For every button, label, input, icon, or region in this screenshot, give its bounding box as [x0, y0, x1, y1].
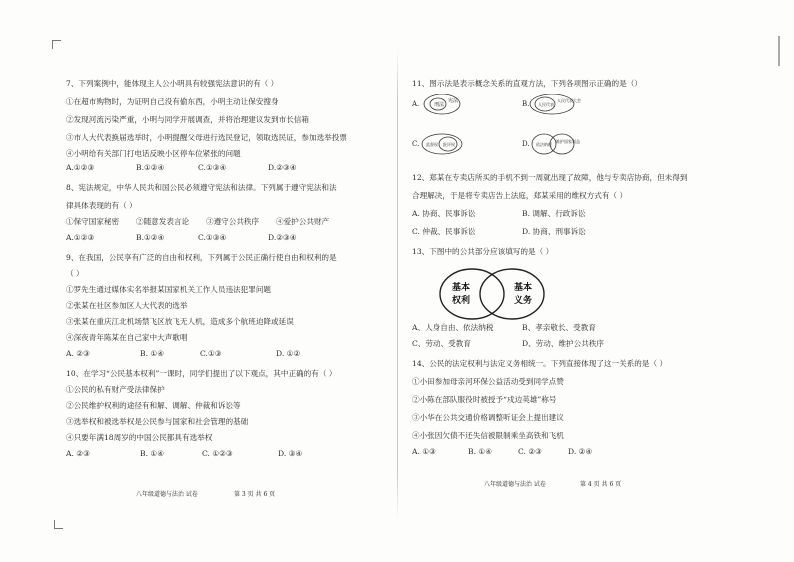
q11-diagrams [412, 94, 692, 160]
q9-item: ①罗先生通过媒体实名举报某国家机关工作人员违法犯罪问题 [66, 285, 272, 294]
venn-left-label-line1: 基本 [452, 283, 471, 293]
option-c[interactable]: C.①③ [200, 349, 222, 358]
q7-item: ④小明给有关部门打电话反映小区停车位紧张的问题 [66, 149, 241, 158]
q9-options [66, 350, 346, 358]
option-c[interactable]: C. ①②③ [202, 449, 233, 458]
option-d[interactable]: D. ②④ [568, 447, 593, 456]
q12-options-row2 [412, 228, 692, 236]
option-a[interactable]: A. ①③ [412, 447, 436, 456]
q11-c-outer-label: 监督权 [426, 142, 438, 147]
option-c[interactable]: C.①③④ [198, 233, 227, 242]
q8-stem-cont: 律具体表现的有（ ） [66, 201, 137, 210]
crop-mark [54, 520, 63, 529]
option-d[interactable]: D.②③④ [268, 233, 297, 242]
option-b[interactable]: B. 调解、行政诉讼 [522, 209, 586, 218]
q13-options-row2 [412, 340, 692, 348]
exam-page-3 [66, 62, 396, 502]
option-a[interactable]: A. ②③ [66, 449, 90, 458]
option-a[interactable]: A. 协商、民事诉讼 [412, 209, 476, 218]
option-c[interactable]: C、劳动、受教育 [412, 339, 471, 348]
q7-options [66, 164, 346, 172]
q7-item: ①在超市购物时，为证明自己没有偷东西，小明主动让保安搜身 [66, 97, 279, 106]
q8-item: ④爱护公共财产 [276, 217, 330, 226]
q9-stem: 9、在我国，公民享有广泛的自由和权利，下列属于公民正确行使自由和权利的是 [66, 253, 337, 262]
q13-stem: 13、下图中的公共部分应该填写的是（ ） [412, 247, 554, 256]
q14-item: ①小田参加母亲河环保公益活动受到同学点赞 [412, 377, 564, 386]
option-d[interactable]: D. ①② [276, 349, 301, 358]
footer-subject: 八年级道德与法治 试卷 [484, 481, 546, 488]
option-a[interactable]: A.①②③ [66, 233, 95, 242]
option-c[interactable]: C.①③④ [198, 163, 227, 172]
q9-item: ③张某在重庆江北机场禁飞区放飞无人机，造成多个航班迫降或延误 [66, 317, 294, 326]
q9-stem-cont: （ ） [66, 269, 84, 278]
q11-option-a-letter: A. [412, 100, 420, 108]
option-c[interactable]: C. 仲裁、民事诉讼 [412, 227, 476, 236]
q11-d-left-label: 依法纳税 [536, 142, 552, 147]
option-b[interactable]: B. ①④ [140, 449, 165, 458]
q11-d-right-ellipse [550, 134, 574, 154]
venn-right-label-line2: 义务 [514, 296, 533, 306]
q10-options [66, 450, 346, 458]
option-a[interactable]: A. ②③ [66, 349, 90, 358]
q11-b-left-label: 人民代表 [538, 102, 554, 107]
q13-options-row1 [412, 324, 692, 332]
exam-page-4 [412, 62, 742, 502]
page-divider [397, 50, 398, 520]
q14-item: ③小华在公共交通价格调整听证会上提出建议 [412, 413, 564, 422]
venn-left-circle [440, 269, 504, 319]
q11-b-right-label: 人民代表大会 [557, 98, 581, 103]
q9-item: ④深夜青年陈某在自己家中大声歌唱 [66, 333, 188, 342]
venn-right-label-line1: 基本 [514, 283, 533, 293]
q10-item: ④只要年满18周岁的中国公民都具有选举权 [66, 433, 213, 442]
option-b[interactable]: B.①②④ [136, 163, 165, 172]
q10-item: ②公民维护权利的途径有和解、调解、仲裁和诉讼等 [66, 401, 241, 410]
crop-mark [52, 40, 61, 49]
q11-option-d-letter: D. [522, 140, 530, 148]
q14-options [412, 448, 692, 456]
q11-a-inner-label: 刑法 [434, 102, 445, 108]
q14-stem: 14、公民的法定权利与法定义务相统一。下列直接体现了这一关系的是（ ） [412, 359, 668, 368]
venn-left-label-line2: 权利 [452, 296, 471, 306]
q7-stem: 7、下列案例中，能体现主人公小明具有较强宪法意识的有（ ） [66, 79, 279, 88]
footer-subject: 八年级道德与法治 试卷 [136, 491, 198, 498]
option-d[interactable]: D. 协商、刑事诉讼 [522, 227, 586, 236]
q8-stem: 8、宪法规定，中华人民共和国公民必须遵守宪法和法律。下列属于遵守宪法和法 [66, 183, 337, 192]
option-b[interactable]: B. ①④ [140, 349, 165, 358]
q8-item: ③遵守公共秩序 [206, 217, 260, 226]
q14-item: ④小张因欠债不还失信被限制乘坐高铁和飞机 [412, 431, 564, 440]
option-d[interactable]: D、劳动、维护公共秩序 [522, 339, 605, 348]
q11-option-c-letter: C. [412, 140, 420, 148]
q11-a-outer-label: 宪法 [448, 98, 459, 104]
q13-venn-diagram [430, 262, 560, 326]
option-a[interactable]: A.①②③ [66, 163, 95, 172]
option-d[interactable]: D.②③④ [268, 163, 297, 172]
q12-stem: 12、郑某在专卖店所买的手机不到一周就出现了故障，他与专卖店协商，但未得到 [412, 173, 688, 182]
q11-stem: 11、图示法是表示概念关系的直观方法，下列各项图示正确的是（） [412, 79, 642, 88]
q10-stem: 10、在学习“公民基本权利”一课时，同学们提出了以下观点，其中正确的有（ ） [66, 369, 337, 378]
q10-item: ③选举权和被选举权是公民参与国家和社会管理的基础 [66, 417, 249, 426]
footer-page-number: 第 4 页 共 6 页 [580, 481, 622, 488]
q7-item: ③市人大代表换届选举时，小明提醒父母进行选民登记，领取选民证，参加选举投票 [66, 133, 347, 142]
q11-d-right-label: 维护国家利益 [556, 139, 580, 144]
venn-right-circle [480, 269, 544, 319]
q8-item: ①保守国家秘密 [66, 217, 120, 226]
q9-item: ②张某在社区参加区人大代表的选举 [66, 301, 188, 310]
q11-c-inner-label: 批评权 [443, 142, 455, 147]
footer-page-number: 第 3 页 共 6 页 [234, 491, 276, 498]
q8-item: ②随意发表言论 [136, 217, 190, 226]
q10-item: ①公民的私有财产受法律保护 [66, 385, 165, 394]
scan-speck [778, 36, 780, 66]
q12-stem-cont: 合理解决，于是将专卖店告上法庭，郑某采用的维权方式有（ ） [412, 191, 628, 200]
q12-options-row1 [412, 210, 692, 218]
option-b[interactable]: B. ①④ [468, 447, 493, 456]
q7-item: ②发现河流污染严重，小明与同学开展调查，并将治理建议发到市长信箱 [66, 115, 309, 124]
option-b[interactable]: B、孝亲敬长、受教育 [522, 323, 596, 332]
q8-items [66, 218, 346, 226]
option-b[interactable]: B.①②④ [136, 233, 165, 242]
q11-option-b-letter: B. [522, 100, 530, 108]
option-a[interactable]: A、人身自由、依法纳税 [412, 323, 494, 332]
q8-options [66, 234, 346, 242]
option-d[interactable]: D. ③④ [278, 449, 303, 458]
option-c[interactable]: C. ②③ [518, 447, 542, 456]
q14-item: ②小陈在部队服役时被授予“戍边英雄”称号 [412, 395, 557, 404]
